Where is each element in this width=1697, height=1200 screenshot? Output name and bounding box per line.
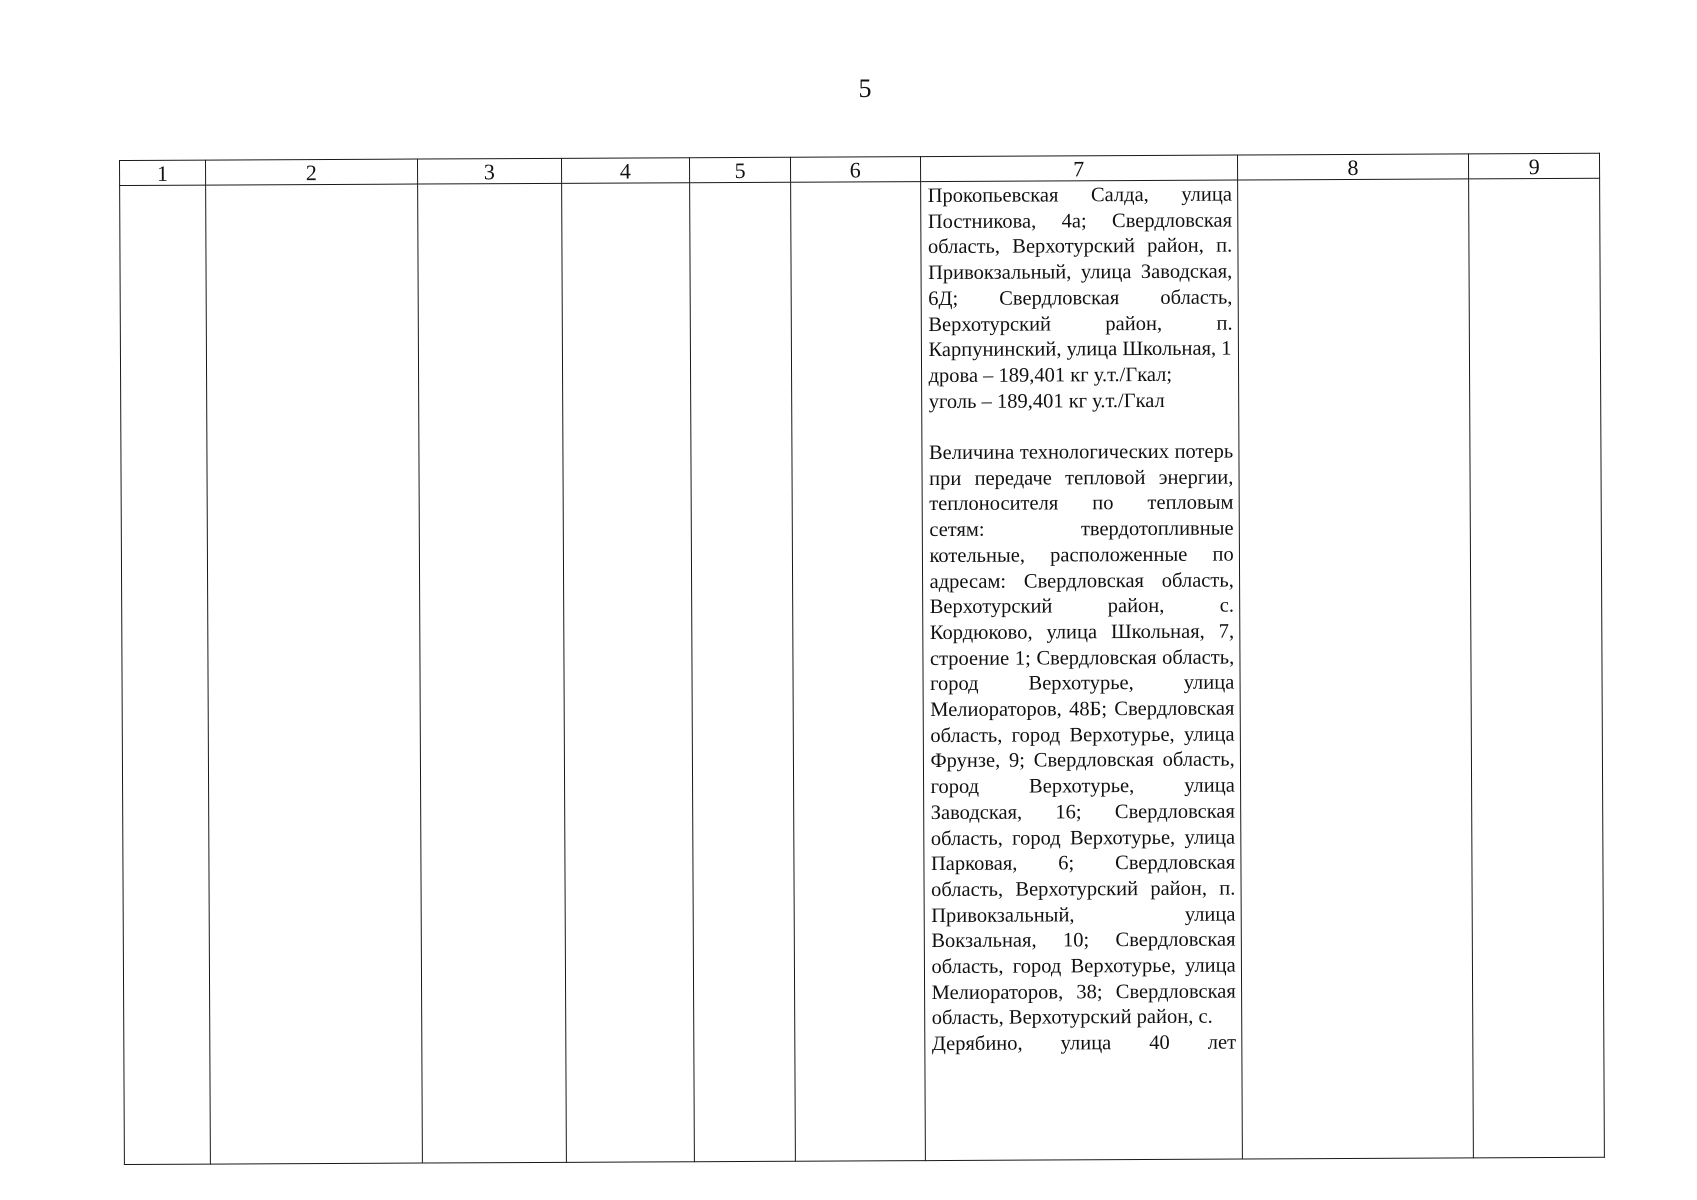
fuel-coal-norm: уголь – 189,401 кг у.т./Гкал [928, 389, 1165, 413]
cell-col-5 [690, 182, 796, 1161]
fuel-firewood-norm: дрова – 189,401 кг у.т./Гкал; [928, 363, 1173, 387]
cell-col-2 [205, 184, 422, 1164]
column-number-2: 2 [205, 159, 417, 185]
cell-col-4 [561, 183, 694, 1163]
cell-col-7 [920, 180, 1242, 1161]
continuation-table [119, 153, 1605, 1165]
page-number: 5 [858, 74, 872, 103]
heat-losses-text-tail: Дерябино, улица 40 лет [931, 1031, 1237, 1056]
column-number-8: 8 [1237, 154, 1469, 180]
cell-col-8 [1237, 179, 1473, 1159]
addresses-continued-text: Прокопьевская Салда, улица Постникова, 4а; Свердловская область, Верхотурский район, п. Привокзальный, улица Заводская, 6Д; Свердловская область, Верхотурский район, п. Карпунинский, улица Школьная, 1 [927, 183, 1233, 362]
cell-col-3 [418, 183, 566, 1163]
heat-losses-text: Величина технологических потерь при передаче тепловой энергии, теплоносителя по тепловым сетям: твердотопливные котельные, расположенные по адресам: Свердловская область, Верхотурский район, с. Кордюково, улица Школьная, 7, строение 1; Свердловская область, город Верхотурье, улица Мелиораторов, 48Б; Свердловская область, город Верхотурье, улица Фрунзе, 9; Свердловская область, город Верхотурье, улица Заводская, 16; Свердловская область, город Верхотурье, улица Парковая, 6; Свердловская область, Верхотурский район, п. Привокзальный, улица Вокзальная, 10; Свердловская область, город Верхотурье, улица Мелиораторов, 38; Свердловская область, Верхотурский район, с. [928, 440, 1236, 1030]
column-number-6: 6 [790, 157, 920, 183]
cell-col-6 [790, 182, 924, 1162]
column-number-3: 3 [417, 158, 561, 184]
paragraph-gap [929, 414, 1233, 441]
column7-content [921, 181, 1241, 1058]
cell-col-1 [120, 185, 211, 1164]
table-row [120, 178, 1605, 1164]
cell-col-9 [1469, 178, 1605, 1158]
column-number-7: 7 [920, 155, 1237, 182]
column-number-1: 1 [120, 160, 206, 185]
column-number-9: 9 [1469, 153, 1600, 179]
column-number-5: 5 [690, 157, 791, 182]
column-number-4: 4 [561, 158, 690, 184]
